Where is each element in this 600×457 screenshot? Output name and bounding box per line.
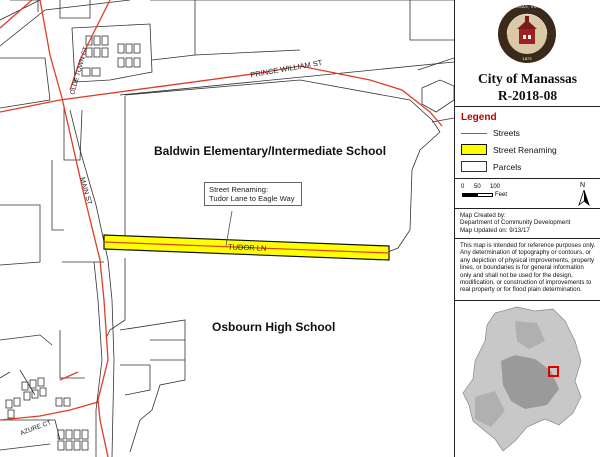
- legend-label-renaming: Street Renaming: [493, 144, 557, 155]
- tudor-ln-label: TUDOR LN: [227, 242, 267, 253]
- map-info-panel: [454, 0, 600, 457]
- legend-item-streets: [461, 128, 520, 138]
- azure-ct-label: AZURE CT: [19, 419, 53, 437]
- parcels-swatch-icon: [461, 161, 487, 172]
- main-st-label: MAIN ST: [78, 176, 93, 206]
- renaming-swatch-icon: [461, 144, 487, 155]
- credits-line-2: Department of Community Development: [460, 219, 571, 227]
- scale-unit: Feet: [495, 192, 508, 198]
- credits-line-1: Map Created by:: [460, 212, 506, 219]
- streets-swatch-icon: [461, 133, 487, 134]
- legend-label-parcels: Parcels: [493, 161, 522, 172]
- scale-tick-0: 0: [461, 184, 465, 190]
- callout-line-2: Tudor Lane to Eagle Way: [209, 194, 295, 203]
- locator-map: [455, 301, 600, 457]
- disclaimer-text: This map is intended for reference purposes only. Any determination of topography or contours, or any depiction of physical improvements, property lines, or boundaries is for general information only and shall not be used for the design, modification, or construction of improvements to real property or for flood plain determination.: [460, 242, 596, 294]
- osbourn-school-label: Osbourn High School: [212, 320, 336, 334]
- scale-tick-50: 50: [474, 184, 481, 190]
- north-arrow: [575, 182, 593, 206]
- callout-line-1: Street Renaming:: [209, 185, 269, 194]
- legend-item-parcels: [461, 161, 521, 172]
- seal-year: 1873: [522, 56, 532, 61]
- title-block: [455, 0, 600, 107]
- seal-top-text: MANASSAS, VIRGINIA: [503, 4, 551, 9]
- baldwin-school-label: Baldwin Elementary/Intermediate School: [154, 144, 387, 158]
- city-seal-icon: [497, 4, 557, 64]
- olde-town-ct-label: OLDE TOWN CT: [69, 45, 90, 96]
- north-arrow-icon: [575, 190, 593, 206]
- legend-title: Legend: [461, 112, 497, 123]
- street-renaming-callout: [204, 182, 302, 206]
- resolution-number: R-2018-08: [497, 88, 558, 103]
- north-label: N: [580, 182, 586, 189]
- scale-bar: [461, 184, 551, 206]
- legend-label-streets: Streets: [493, 128, 520, 138]
- legend-item-street-renaming: [461, 144, 557, 155]
- prince-william-st-label: PRINCE WILLIAM ST: [249, 57, 324, 80]
- credits-line-3: Map Updated on: 9/13/17: [460, 226, 530, 234]
- credits: [460, 212, 596, 234]
- map-title: City of Manassas: [477, 71, 577, 86]
- scale-tick-100: 100: [490, 184, 501, 190]
